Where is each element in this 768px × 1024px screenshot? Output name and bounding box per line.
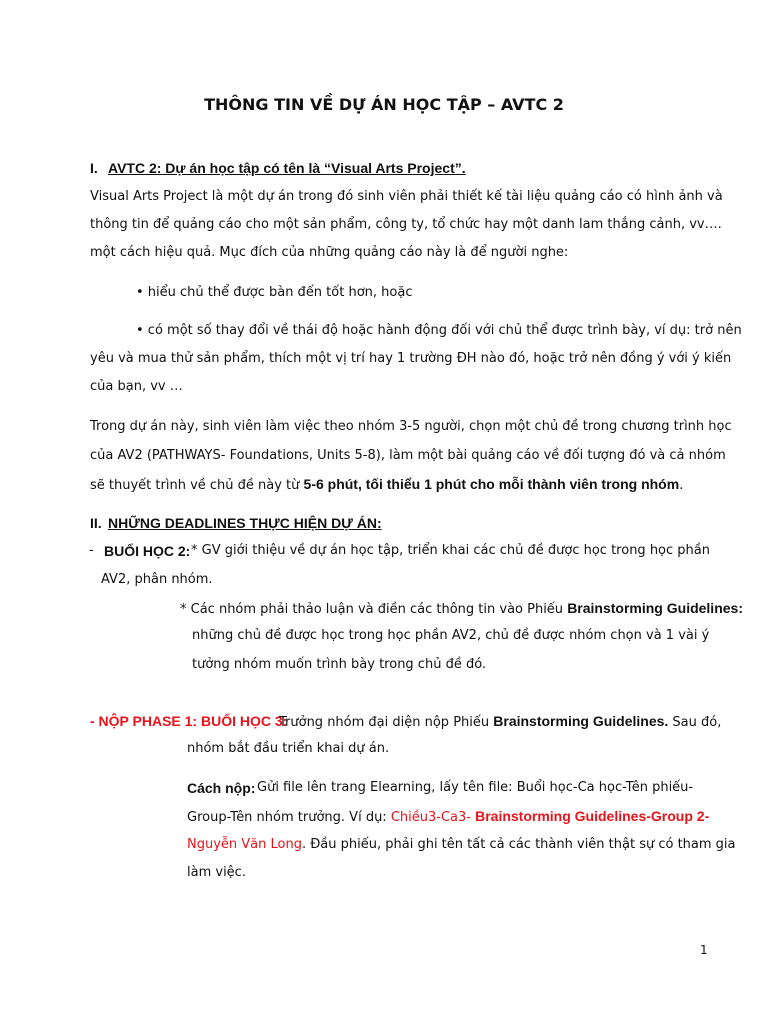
bullet-item-2-line-1: • có một số thay đổi về thái độ hoặc hành động đối với chủ thể được trình bày, ví dụ: trở nên <box>136 323 742 338</box>
para-line-3-suffix: . <box>679 478 684 493</box>
how-to-submit-line-4: làm việc. <box>187 865 246 880</box>
how-to-submit-text: Gửi file lên trang Elearning, lấy tên file: Buổi học-Ca học-Tên phiếu- <box>257 780 694 795</box>
phase1-label: - NỘP PHASE 1: BUỔI HỌC 3: <box>90 713 288 729</box>
phase1-brainstorming-label: Brainstorming Guidelines. <box>493 713 669 729</box>
document-title: THÔNG TIN VỀ DỰ ÁN HỌC TẬP – AVTC 2 <box>204 95 564 114</box>
session2-dash: - <box>89 543 94 558</box>
page-number: 1 <box>700 943 708 957</box>
how-line-2-prefix: Group-Tên nhóm trưởng. Ví dụ: <box>187 810 391 825</box>
section1-heading: AVTC 2: Dự án học tập có tên là “Visual Arts Project”. <box>108 160 466 176</box>
session2-line-3-prefix: * Các nhóm phải thảo luận và điền các thông tin vào Phiếu <box>180 602 568 617</box>
session2-line-1: * GV giới thiệu về dự án học tập, triển khai các chủ đề được học trong học phần <box>191 543 710 558</box>
example-part-2: Nguyễn Văn Long <box>187 837 302 852</box>
phase1-line-1 <box>279 712 721 732</box>
phase1-line-2: nhóm bắt đầu triển khai dự án. <box>187 741 390 756</box>
phase1-text-prefix: Trưởng nhóm đại diện nộp Phiếu <box>279 715 494 730</box>
session2-line-3 <box>180 599 743 619</box>
intro-line-1: Visual Arts Project là một dự án trong đó sinh viên phải thiết kế tài liệu quảng cáo có hình ảnh và <box>90 189 723 204</box>
bullet-item-2-line-2: yêu và mua thử sản phẩm, thích một vị trí hay 1 trường ĐH nào đó, hoặc trở nên đồng ý với ý kiến <box>90 351 732 366</box>
brainstorming-guidelines-label: Brainstorming Guidelines: <box>567 600 743 616</box>
para-line-2: của AV2 (PATHWAYS- Foundations, Units 5-8), làm một bài quảng cáo về đối tượng đó và cả nhóm <box>90 448 726 463</box>
section2-number: II. <box>90 515 102 531</box>
section2-heading: NHỮNG DEADLINES THỰC HIỆN DỰ ÁN: <box>108 515 382 531</box>
intro-line-3: một cách hiệu quả. Mục đích của những quảng cáo này là để người nghe: <box>90 245 569 260</box>
session2-line-5: tưởng nhóm muốn trình bày trong chủ đề đó. <box>192 657 487 672</box>
para-line-3 <box>90 475 683 495</box>
how-to-submit-label: Cách nộp: <box>187 780 256 796</box>
session2-line-2: AV2, phân nhóm. <box>101 572 213 587</box>
para-line-1: Trong dự án này, sinh viên làm việc theo nhóm 3-5 người, chọn một chủ đề trong chương trình học <box>90 419 732 434</box>
intro-line-2: thông tin để quảng cáo cho một sản phẩm, công ty, tổ chức hay một danh lam thắng cảnh, vv…. <box>90 217 722 232</box>
how-line-3-suffix: . Đầu phiếu, phải ghi tên tất cả các thành viên thật sự có tham gia <box>301 837 736 852</box>
session2-label: BUỔI HỌC 2: <box>104 543 191 559</box>
bullet-item-2-line-3: của bạn, vv … <box>90 379 183 394</box>
session2-line-4: những chủ đề được học trong học phần AV2, chủ đề được nhóm chọn và 1 vài ý <box>192 628 710 643</box>
duration-emphasis: 5-6 phút, tối thiểu 1 phút cho mỗi thành viên trong nhóm <box>303 476 680 492</box>
example-bold: Brainstorming Guidelines-Group 2- <box>475 808 710 824</box>
example-part-1: Chiều3-Ca3- <box>390 810 476 825</box>
para-line-3-prefix: sẽ thuyết trình về chủ đề này từ <box>90 478 304 493</box>
how-to-submit-line-2 <box>187 807 709 827</box>
phase1-text-suffix: Sau đó, <box>668 715 722 730</box>
section1-number: I. <box>90 160 98 176</box>
how-to-submit-line-3 <box>187 836 736 854</box>
bullet-item-1: • hiểu chủ thể được bàn đến tốt hơn, hoặc <box>136 285 413 300</box>
